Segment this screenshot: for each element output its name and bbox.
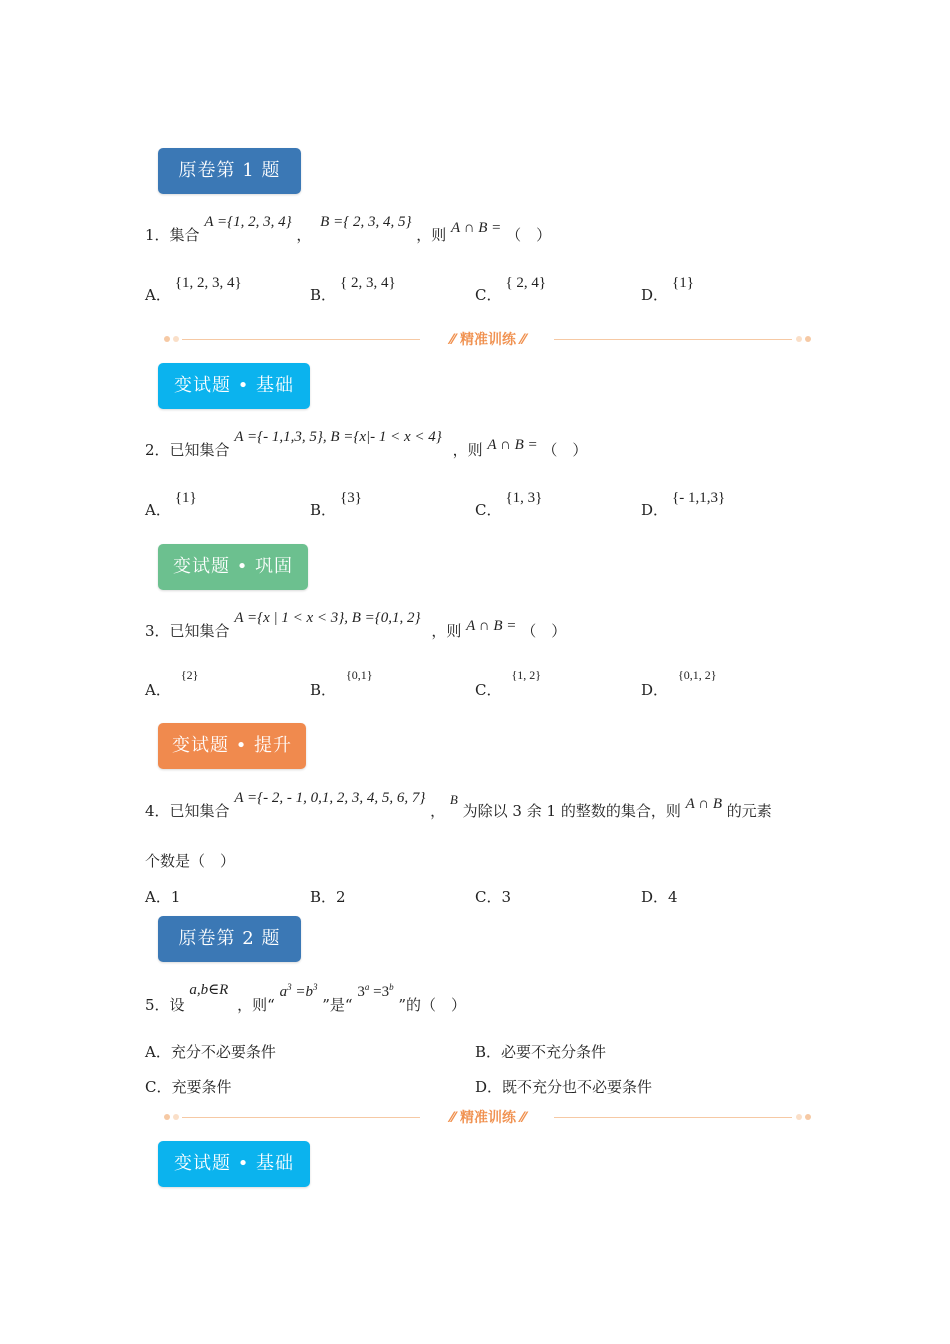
option-label: D．: [641, 681, 669, 699]
option-value: 必要不充分条件: [501, 1043, 607, 1061]
option-value: {3}: [340, 490, 362, 506]
divider-dot: [796, 1114, 802, 1120]
option-label: B．: [310, 681, 337, 699]
q4-option-c[interactable]: [475, 886, 511, 907]
q5-then: ，则“: [237, 996, 275, 1014]
q1-paren: （ ）: [506, 226, 552, 244]
divider-training: [164, 329, 812, 351]
q1-option-d[interactable]: [641, 275, 694, 305]
option-label: C．: [145, 1078, 172, 1096]
section-variant-basic-2: 变试题 • 基础: [158, 1141, 310, 1187]
q2-option-b[interactable]: [310, 490, 362, 520]
option-value: {1}: [174, 490, 197, 506]
q5-option-a[interactable]: [145, 1041, 276, 1062]
q5-end: ”的（ ）: [398, 996, 467, 1014]
option-label: D．: [641, 286, 669, 304]
option-label: D．: [641, 888, 669, 906]
divider-line: [554, 339, 792, 340]
section-variant-improve: 变试题 • 提升: [158, 723, 306, 769]
q5-mid: ”是“: [322, 996, 353, 1014]
question-2: [145, 425, 588, 459]
q4-option-a[interactable]: [145, 886, 180, 907]
option-label: D．: [475, 1078, 503, 1096]
option-label: B．: [310, 501, 337, 519]
q4-text1: 为除以 3 余 1 的整数的集合，则: [462, 802, 681, 820]
option-value: 充分不必要条件: [170, 1043, 276, 1061]
option-label: C．: [475, 501, 502, 519]
q1-expr: A ∩ B =: [451, 220, 502, 236]
section-original-1: 原卷第 1 题: [158, 148, 301, 194]
divider-dot: [164, 1114, 170, 1120]
q5-option-c[interactable]: [145, 1076, 232, 1097]
option-value: {- 1,1,3}: [672, 490, 726, 506]
q4-option-b[interactable]: [310, 886, 346, 907]
q5-expr-2: $3^a =3^b$: [357, 982, 394, 1000]
q4-set-a: A ={- 2, - 1, 0,1, 2, 3, 4, 5, 6, 7}: [234, 790, 426, 806]
section-variant-basic: 变试题 • 基础: [158, 363, 310, 409]
q4-comma: ，: [430, 802, 446, 820]
q1-prefix: 1．集合: [145, 226, 200, 244]
option-value: 充要条件: [171, 1078, 232, 1096]
q2-paren: （ ）: [542, 441, 588, 459]
divider-dot: [796, 336, 802, 342]
q4-line2: 个数是（ ）: [145, 852, 236, 870]
option-value: {1, 3}: [505, 490, 543, 506]
option-value: {1, 2, 3, 4}: [174, 275, 242, 291]
option-label: D．: [641, 501, 669, 519]
option-label: A．: [145, 681, 171, 699]
option-value: { 2, 3, 4}: [340, 275, 396, 291]
q3-option-a[interactable]: [145, 668, 199, 700]
question-4: [145, 786, 772, 820]
q4-expr: A ∩ B: [685, 796, 722, 812]
q3-option-d[interactable]: [641, 668, 717, 700]
q3-option-c[interactable]: [475, 668, 542, 700]
option-value: {2}: [180, 668, 199, 682]
q3-sets: A ={x | 1 < x < 3}, B ={0,1, 2}: [234, 610, 421, 626]
divider-line: [182, 339, 420, 340]
option-value: {0,1}: [346, 668, 373, 682]
divider-dot: [805, 1114, 811, 1120]
q4-prefix: 4．已知集合: [145, 802, 230, 820]
option-value: {1}: [672, 275, 694, 291]
option-label: C．: [475, 888, 502, 906]
q2-option-c[interactable]: [475, 490, 543, 520]
q3-paren: （ ）: [521, 622, 567, 640]
q4-text2: 的元素: [726, 802, 772, 820]
question-5: [145, 978, 467, 1014]
option-value: { 2, 4}: [505, 275, 547, 291]
q3-option-b[interactable]: [310, 668, 373, 700]
question-1: [145, 210, 552, 244]
q1-set-a: A ={1, 2, 3, 4}: [204, 214, 292, 230]
q1-set-b: B ={ 2, 3, 4, 5}: [320, 214, 412, 230]
option-label: C．: [475, 681, 502, 699]
q1-option-b[interactable]: [310, 275, 396, 305]
q4-option-d[interactable]: [641, 886, 678, 907]
q1-option-a[interactable]: [145, 275, 242, 305]
option-label: B．: [475, 1043, 502, 1061]
divider-dot: [164, 336, 170, 342]
q1-option-c[interactable]: [475, 275, 547, 305]
divider-dot: [173, 336, 179, 342]
option-value: 2: [336, 888, 346, 906]
option-label: A．: [145, 1043, 171, 1061]
divider-dot: [805, 336, 811, 342]
option-label: B．: [310, 286, 337, 304]
option-label: A．: [145, 501, 171, 519]
q3-prefix: 3．已知集合: [145, 622, 230, 640]
question-3: [145, 606, 567, 640]
option-label: C．: [475, 286, 502, 304]
q3-then: ，则: [431, 622, 462, 640]
divider-dot: [173, 1114, 179, 1120]
q2-option-d[interactable]: [641, 490, 726, 520]
option-value: 1: [170, 888, 181, 906]
q2-sets: A ={- 1,1,3, 5}, B ={x|- 1 < x < 4}: [234, 429, 442, 445]
q3-expr: A ∩ B =: [466, 618, 517, 634]
divider-line: [182, 1117, 420, 1118]
option-value: {0,1, 2}: [678, 668, 717, 682]
option-value: {1, 2}: [511, 668, 542, 682]
divider-training: [164, 1107, 812, 1129]
section-variant-consolidate: 变试题 • 巩固: [158, 544, 308, 590]
q2-then: ，则: [452, 441, 483, 459]
q2-expr: A ∩ B =: [487, 437, 538, 453]
divider-label: ⁄⁄ 精准训练 ⁄⁄: [450, 1110, 526, 1126]
q5-condition: a,b∈R: [189, 982, 229, 998]
q5-option-b[interactable]: [475, 1041, 606, 1062]
section-original-2: 原卷第 2 题: [158, 916, 301, 962]
option-label: B．: [310, 888, 337, 906]
q2-prefix: 2．已知集合: [145, 441, 230, 459]
q5-option-d[interactable]: [475, 1076, 652, 1097]
q4-set-b: B: [449, 792, 458, 807]
q1-comma: ，: [296, 226, 312, 244]
divider-line: [554, 1117, 792, 1118]
option-label: A．: [145, 286, 171, 304]
option-label: A．: [145, 888, 171, 906]
q1-then: ，则: [416, 226, 447, 244]
divider-label: ⁄⁄ 精准训练 ⁄⁄: [450, 332, 526, 348]
q5-expr-1: $a^3 =b^3$: [279, 982, 318, 1000]
option-value: 4: [668, 888, 678, 906]
option-value: 既不充分也不必要条件: [502, 1078, 653, 1096]
option-value: 3: [501, 888, 512, 906]
q5-prefix: 5．设: [145, 996, 185, 1014]
q2-option-a[interactable]: [145, 490, 197, 520]
